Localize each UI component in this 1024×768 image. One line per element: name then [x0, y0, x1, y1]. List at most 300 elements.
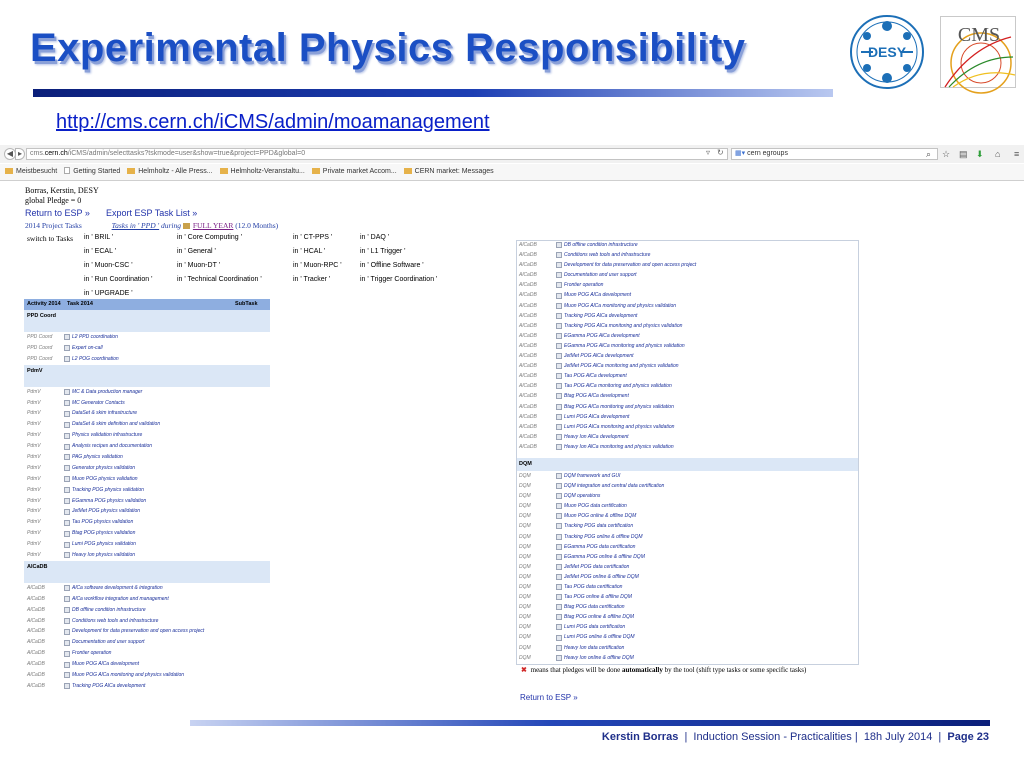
task-cell — [64, 430, 270, 441]
task-label[interactable]: Tau POG AlCa development — [564, 373, 627, 380]
task-label[interactable]: EGamma POG AlCa monitoring and physics validation — [564, 342, 685, 349]
task-label[interactable]: Development for data preservation and open access project — [564, 262, 697, 269]
task-checkbox[interactable] — [556, 584, 562, 590]
task-group-link[interactable]: in ' Core Computing ' — [177, 234, 242, 241]
return-to-esp-bottom-link[interactable]: Return to ESP » — [520, 693, 578, 702]
task-label[interactable]: JetMet POG AlCa monitoring and physics validation — [564, 363, 679, 370]
clipboard-icon[interactable]: ▤ — [959, 149, 968, 159]
activity-cell: DQM — [519, 533, 531, 540]
task-cell — [556, 653, 856, 663]
activity-cell: AlCaDB — [519, 383, 537, 390]
bookmark-private-market[interactable]: Private market Accom... — [312, 164, 397, 180]
task-group-link[interactable]: in ' Tracker ' — [293, 276, 331, 283]
activity-cell: AlCaDB — [519, 242, 537, 248]
task-checkbox[interactable] — [556, 503, 562, 509]
task-cell — [556, 321, 856, 331]
task-checkbox[interactable] — [64, 672, 70, 678]
task-checkbox[interactable] — [556, 534, 562, 540]
activity-cell: PPD Coord — [27, 334, 53, 340]
task-checkbox[interactable] — [64, 629, 70, 635]
forward-icon[interactable]: ▸ — [15, 148, 25, 160]
task-label[interactable]: Expert on-call — [72, 344, 103, 351]
task-checkbox[interactable] — [556, 564, 562, 570]
table-row — [516, 371, 859, 381]
automatic-pledge-note — [521, 666, 806, 674]
task-label[interactable]: Tracking POG physics validation — [72, 486, 144, 493]
task-checkbox[interactable] — [556, 544, 562, 550]
activity-cell: AlCaDB — [519, 393, 537, 400]
activity-cell: DQM — [519, 573, 531, 580]
activity-cell: PPD Coord — [27, 344, 53, 351]
footer-page: Page 23 — [947, 731, 989, 743]
task-label[interactable]: Muon POG data certification — [564, 503, 627, 510]
activity-cell: AlCaDB — [27, 617, 45, 624]
activity-cell: PdmV — [27, 464, 41, 471]
task-cell — [556, 511, 856, 521]
table-row — [516, 582, 859, 592]
task-label[interactable]: Tau POG physics validation — [72, 519, 134, 526]
task-label[interactable]: DB offline condition infrastructure — [564, 242, 638, 248]
task-group-link[interactable]: in ' Muon-RPC ' — [293, 262, 342, 269]
task-checkbox[interactable] — [556, 624, 562, 630]
task-label[interactable]: Lumi POG AlCa development — [564, 413, 630, 420]
task-label[interactable]: Development for data preservation and open access project — [72, 628, 205, 635]
activity-cell: PPD Coord — [27, 355, 53, 362]
task-label[interactable]: L2 PPD coordination — [72, 334, 118, 340]
task-checkbox[interactable] — [64, 356, 70, 362]
task-label[interactable]: Tau POG online & offline DQM — [564, 594, 632, 601]
table-row — [516, 653, 859, 663]
address-path: /iCMS/admin/selecttasks?tskmode=user&show=true&project=PPD&global=0 — [67, 150, 306, 157]
bookmark-helmholtz-events[interactable]: Helmholtz-Veranstaltu... — [220, 164, 305, 180]
task-checkbox[interactable] — [64, 607, 70, 613]
task-checkbox[interactable] — [64, 552, 70, 558]
task-cell — [556, 412, 856, 422]
folder-icon — [127, 168, 135, 174]
task-checkbox[interactable] — [556, 483, 562, 489]
search-input[interactable] — [731, 148, 938, 160]
task-label[interactable]: Lumi POG online & offline DQM — [564, 634, 635, 641]
activity-cell: PdmV — [27, 530, 41, 537]
task-label[interactable]: Documentation and user support — [564, 272, 637, 279]
task-checkbox[interactable] — [556, 614, 562, 620]
table-row — [516, 260, 859, 270]
task-label[interactable]: Lumi POG physics validation — [72, 541, 136, 548]
activity-cell: AlCaDB — [519, 262, 537, 269]
footer-date: 18h July 2014 — [863, 731, 933, 743]
task-label[interactable]: Tracking POG AlCa development — [72, 682, 146, 689]
table-row — [24, 485, 270, 496]
task-label[interactable]: DataSet & skim infrastructure — [72, 410, 138, 417]
table-row — [24, 398, 270, 409]
table-row — [516, 602, 859, 612]
task-label[interactable]: Muon POG AlCa monitoring and physics validation — [72, 672, 185, 679]
full-year-link[interactable]: FULL YEAR — [192, 221, 234, 230]
task-checkbox[interactable] — [556, 333, 562, 339]
task-group-link[interactable]: in ' Muon-CSC ' — [84, 262, 133, 269]
table-row — [24, 343, 270, 354]
task-label[interactable]: MC Generator Contacts — [72, 399, 125, 406]
task-label[interactable]: Tracking POG AlCa development — [564, 312, 638, 319]
task-cell — [556, 361, 856, 371]
tasks-in-ppd-link[interactable]: Tasks in ' PPD ' — [111, 221, 160, 230]
task-label[interactable]: EGamma POG AlCa development — [564, 332, 640, 339]
task-checkbox[interactable] — [64, 520, 70, 526]
task-group-link[interactable]: in ' DAQ ' — [360, 234, 390, 241]
bookmark-getting-started[interactable]: Getting Started — [64, 164, 120, 180]
task-checkbox[interactable] — [556, 353, 562, 359]
activity-cell: DQM — [519, 614, 531, 621]
task-label[interactable]: Physics validation infrastructure — [72, 432, 143, 439]
address-bar[interactable] — [26, 148, 728, 160]
task-cell — [556, 521, 856, 531]
task-cell — [64, 594, 270, 605]
table-row — [24, 583, 270, 594]
task-checkbox[interactable] — [64, 433, 70, 439]
table-row — [516, 432, 859, 442]
task-label[interactable]: L2 POG coordination — [72, 355, 119, 362]
task-checkbox[interactable] — [64, 531, 70, 537]
table-row — [24, 594, 270, 605]
task-group-link[interactable]: in ' Offline Software ' — [360, 262, 424, 269]
task-checkbox[interactable] — [556, 434, 562, 440]
task-checkbox[interactable] — [64, 683, 70, 689]
table-row — [24, 387, 270, 398]
task-cell — [556, 471, 856, 481]
column-header: SubTask — [235, 301, 258, 307]
task-label[interactable]: JetMet POG data certification — [564, 563, 630, 570]
task-label[interactable]: Conditions web tools and infrastructure — [72, 617, 159, 624]
task-checkbox[interactable] — [64, 389, 70, 395]
task-group-link[interactable]: in ' Run Coordination ' — [84, 276, 153, 283]
table-row — [24, 637, 270, 648]
task-label[interactable]: Btag POG AlCa development — [564, 393, 629, 400]
table-row — [24, 605, 270, 616]
task-group-link[interactable]: in ' Muon-DT ' — [177, 262, 221, 269]
task-checkbox[interactable] — [556, 373, 562, 379]
table-row — [24, 408, 270, 419]
task-checkbox[interactable] — [64, 596, 70, 602]
task-label[interactable]: Documentation and user support — [72, 639, 145, 646]
activity-cell: PdmV — [27, 519, 41, 526]
table-row — [516, 280, 859, 290]
table-row — [24, 648, 270, 659]
task-label[interactable]: Generator physics validation — [72, 464, 136, 471]
task-cell — [556, 643, 856, 653]
task-label[interactable]: Heavy Ion data certification — [564, 644, 625, 651]
task-checkbox[interactable] — [64, 585, 70, 591]
task-checkbox[interactable] — [556, 262, 562, 268]
task-checkbox[interactable] — [556, 404, 562, 410]
task-checkbox[interactable] — [64, 422, 70, 428]
task-label[interactable]: Muon POG online & offline DQM — [564, 513, 637, 520]
export-task-list-link[interactable]: Export ESP Task List » — [106, 208, 198, 218]
task-label[interactable]: MC & Data production manager — [72, 388, 143, 395]
group-row: DQM — [516, 458, 859, 471]
task-checkbox[interactable] — [64, 444, 70, 450]
task-checkbox[interactable] — [64, 487, 70, 493]
task-checkbox[interactable] — [556, 645, 562, 651]
activity-cell: DQM — [519, 483, 531, 490]
task-checkbox[interactable] — [64, 542, 70, 548]
task-label[interactable]: DQM framework and GUI — [564, 472, 621, 479]
task-checkbox[interactable] — [556, 414, 562, 420]
table-row — [516, 511, 859, 521]
search-icon[interactable]: ⌕ — [926, 149, 932, 159]
table-row — [24, 419, 270, 430]
table-header — [24, 299, 270, 310]
activity-cell: DQM — [519, 503, 531, 510]
task-label[interactable]: DataSet & skim definition and validation — [72, 421, 161, 428]
page-url-link[interactable]: http://cms.cern.ch/iCMS/admin/moamanagement — [56, 111, 490, 133]
task-checkbox[interactable] — [556, 303, 562, 309]
task-checkbox[interactable] — [556, 444, 562, 450]
task-cell — [556, 311, 856, 321]
task-cell — [64, 550, 270, 561]
task-label[interactable]: Heavy Ion AlCa development — [564, 433, 629, 440]
task-cell — [556, 381, 856, 391]
task-checkbox[interactable] — [64, 662, 70, 668]
search-engine-icon[interactable]: ▦▾ — [735, 150, 746, 157]
bookmark-star-icon[interactable]: ☆ — [942, 149, 951, 159]
folder-icon — [220, 168, 228, 174]
task-label[interactable]: Conditions web tools and infrastructure — [564, 252, 651, 259]
task-group-link[interactable]: in ' Trigger Coordination ' — [360, 276, 438, 283]
task-group-link[interactable]: in ' Technical Coordination ' — [177, 276, 262, 283]
task-checkbox[interactable] — [64, 454, 70, 460]
activity-cell: AlCaDB — [519, 302, 537, 309]
task-checkbox[interactable] — [556, 383, 562, 389]
task-checkbox[interactable] — [64, 334, 70, 340]
return-to-esp-link[interactable]: Return to ESP » — [25, 208, 90, 218]
task-checkbox[interactable] — [556, 574, 562, 580]
activity-cell: AlCaDB — [27, 682, 45, 689]
task-checkbox[interactable] — [556, 323, 562, 329]
table-row — [24, 517, 270, 528]
task-label[interactable]: JetMet POG physics validation — [72, 508, 141, 515]
task-label[interactable]: Heavy Ion AlCa monitoring and physics validation — [564, 443, 674, 450]
table-row — [24, 452, 270, 463]
task-checkbox[interactable] — [64, 411, 70, 417]
task-label[interactable]: Muon POG AlCa monitoring and physics validation — [564, 302, 677, 309]
task-group-link[interactable]: in ' ECAL ' — [84, 248, 116, 255]
task-checkbox[interactable] — [556, 473, 562, 479]
task-cell — [64, 659, 270, 670]
task-cell — [64, 517, 270, 528]
activity-cell: DQM — [519, 604, 531, 611]
task-label[interactable]: Muon POG physics validation — [72, 475, 138, 482]
task-cell — [64, 583, 270, 594]
task-cell — [556, 371, 856, 381]
activity-cell: PdmV — [27, 508, 41, 515]
user-info — [25, 186, 99, 206]
task-label[interactable]: Frontier operation — [72, 650, 112, 657]
task-group-link[interactable]: in ' General ' — [177, 248, 216, 255]
activity-cell: AlCaDB — [27, 584, 45, 591]
bookmark-helmholtz-press[interactable]: Helmholtz - Alle Press... — [127, 164, 212, 180]
column-header: Activity 2014 — [27, 301, 61, 307]
activity-cell: AlCaDB — [519, 312, 537, 319]
table-row — [24, 659, 270, 670]
table-row — [516, 572, 859, 582]
task-checkbox[interactable] — [64, 465, 70, 471]
task-label[interactable]: Frontier operation — [564, 282, 604, 289]
task-checkbox[interactable] — [556, 493, 562, 499]
task-cell — [64, 539, 270, 550]
task-group-link[interactable]: in ' L1 Trigger ' — [360, 248, 406, 255]
note-text-bold: automatically — [622, 666, 663, 674]
activity-cell: AlCaDB — [27, 661, 45, 668]
table-row — [24, 681, 270, 692]
task-checkbox[interactable] — [556, 554, 562, 560]
task-cell — [64, 626, 270, 637]
task-cell — [64, 485, 270, 496]
note-text-pre: means that pledges will be done — [530, 666, 621, 674]
menu-icon[interactable]: ≡ — [1014, 149, 1020, 159]
task-checkbox[interactable] — [64, 509, 70, 515]
task-checkbox[interactable] — [556, 293, 562, 299]
task-checkbox[interactable] — [64, 618, 70, 624]
task-label[interactable]: JetMet POG online & offline DQM — [564, 573, 639, 580]
during-label: during — [161, 221, 182, 230]
task-checkbox[interactable] — [64, 498, 70, 504]
task-label[interactable]: Tau POG AlCa monitoring and physics validation — [564, 383, 672, 390]
task-label[interactable]: PAG physics validation — [72, 454, 123, 461]
task-label[interactable]: Analysis recipes and documentation — [72, 443, 153, 450]
task-label[interactable]: Muon POG AlCa development — [564, 292, 632, 299]
task-label[interactable]: Heavy Ion physics validation — [72, 552, 136, 559]
task-checkbox[interactable] — [556, 363, 562, 369]
navigation-bar — [0, 145, 1024, 163]
task-label[interactable]: Muon POG AlCa development — [72, 661, 140, 668]
table-row — [24, 616, 270, 627]
task-cell — [64, 408, 270, 419]
task-checkbox[interactable] — [556, 594, 562, 600]
dropdown-arrow-icon[interactable]: ▿ — [706, 148, 711, 157]
task-label[interactable]: Heavy Ion online & offline DQM — [564, 654, 634, 661]
group-row: AlCaDB — [24, 561, 270, 583]
task-cell — [556, 290, 856, 300]
task-checkbox[interactable] — [556, 343, 562, 349]
task-checkbox[interactable] — [556, 242, 562, 248]
table-row — [516, 532, 859, 542]
task-group-link[interactable]: in ' CT-PPS ' — [293, 234, 333, 241]
task-label[interactable]: DB offline condition infrastructure — [72, 606, 146, 613]
table-row — [24, 474, 270, 485]
task-label[interactable]: DQM operations — [564, 493, 601, 500]
task-label[interactable]: Tracking POG online & offline DQM — [564, 533, 643, 540]
table-row — [516, 290, 859, 300]
task-label[interactable]: EGamma POG online & offline DQM — [564, 553, 645, 560]
home-icon[interactable]: ⌂ — [995, 149, 1001, 159]
task-cell — [64, 441, 270, 452]
task-cell — [64, 387, 270, 398]
task-cell — [556, 592, 856, 602]
task-group-link[interactable]: in ' BRIL ' — [84, 234, 114, 241]
task-label[interactable]: AlCa software development & integration — [72, 584, 163, 591]
task-label[interactable]: Tracking POG AlCa monitoring and physics validation — [564, 322, 683, 329]
table-row — [516, 331, 859, 341]
task-group-link[interactable]: in ' UPGRADE ' — [84, 290, 133, 297]
table-row — [516, 311, 859, 321]
activity-cell: AlCaDB — [519, 272, 537, 279]
task-checkbox[interactable] — [64, 640, 70, 646]
back-icon[interactable]: ◀ — [4, 148, 16, 160]
task-label[interactable]: Btag POG physics validation — [72, 530, 136, 537]
task-label[interactable]: Btag POG online & offline DQM — [564, 614, 635, 621]
activity-cell: AlCaDB — [519, 443, 537, 450]
task-checkbox[interactable] — [64, 476, 70, 482]
activity-cell: DQM — [519, 634, 531, 641]
task-label[interactable]: AlCa workflow integration and management — [72, 595, 169, 602]
task-label[interactable]: DQM integration and central data certification — [564, 483, 665, 490]
activity-cell: AlCaDB — [519, 433, 537, 440]
task-label[interactable]: Btag POG AlCa monitoring and physics validation — [564, 403, 674, 410]
reload-icon[interactable]: ↻ — [717, 148, 724, 157]
task-checkbox[interactable] — [64, 400, 70, 406]
task-checkbox[interactable] — [556, 272, 562, 278]
task-checkbox[interactable] — [556, 313, 562, 319]
task-cell — [64, 670, 270, 681]
task-cell — [556, 632, 856, 642]
task-checkbox[interactable] — [556, 424, 562, 430]
task-cell — [556, 602, 856, 612]
task-label[interactable]: Lumi POG data certification — [564, 624, 626, 631]
download-icon[interactable]: ⬇ — [976, 149, 984, 159]
table-row — [516, 301, 859, 311]
task-cell — [64, 452, 270, 463]
task-cell — [556, 422, 856, 432]
task-label[interactable]: Tracking POG data certification — [564, 523, 634, 530]
activity-cell: AlCaDB — [519, 322, 537, 329]
task-checkbox[interactable] — [64, 651, 70, 657]
task-checkbox[interactable] — [556, 393, 562, 399]
activity-cell: DQM — [519, 624, 531, 631]
task-label[interactable]: Btag POG data certification — [564, 604, 625, 611]
activity-cell: DQM — [519, 472, 531, 479]
desy-logo — [847, 14, 927, 90]
project-tasks-label: 2014 Project Tasks — [25, 221, 82, 230]
bookmark-most-visited[interactable]: Meistbesucht — [5, 164, 57, 180]
task-label[interactable]: Tau POG data certification — [564, 584, 623, 590]
task-checkbox[interactable] — [64, 345, 70, 351]
task-checkbox[interactable] — [556, 635, 562, 641]
group-row: PPD Coord — [24, 310, 270, 332]
activity-cell: PdmV — [27, 552, 41, 559]
table-row — [516, 341, 859, 351]
task-checkbox[interactable] — [556, 604, 562, 610]
activity-cell: DQM — [519, 584, 531, 590]
task-checkbox[interactable] — [556, 655, 562, 661]
task-cell — [556, 622, 856, 632]
task-checkbox[interactable] — [556, 513, 562, 519]
task-cell — [64, 528, 270, 539]
task-label[interactable]: Lumi POG AlCa monitoring and physics validation — [564, 423, 675, 430]
task-cell — [64, 343, 270, 354]
task-checkbox[interactable] — [556, 252, 562, 258]
task-label[interactable]: EGamma POG physics validation — [72, 497, 147, 504]
task-label[interactable]: EGamma POG data certification — [564, 543, 636, 550]
activity-cell: AlCaDB — [27, 650, 45, 657]
task-checkbox[interactable] — [556, 523, 562, 529]
table-row — [24, 354, 270, 365]
task-group-link[interactable]: in ' HCAL ' — [293, 248, 326, 255]
task-checkbox[interactable] — [556, 282, 562, 288]
group-row: PdmV — [24, 365, 270, 387]
bookmark-cern-market[interactable]: CERN market: Messages — [404, 164, 494, 180]
table-row — [516, 501, 859, 511]
task-label[interactable]: JetMet POG AlCa development — [564, 353, 634, 360]
